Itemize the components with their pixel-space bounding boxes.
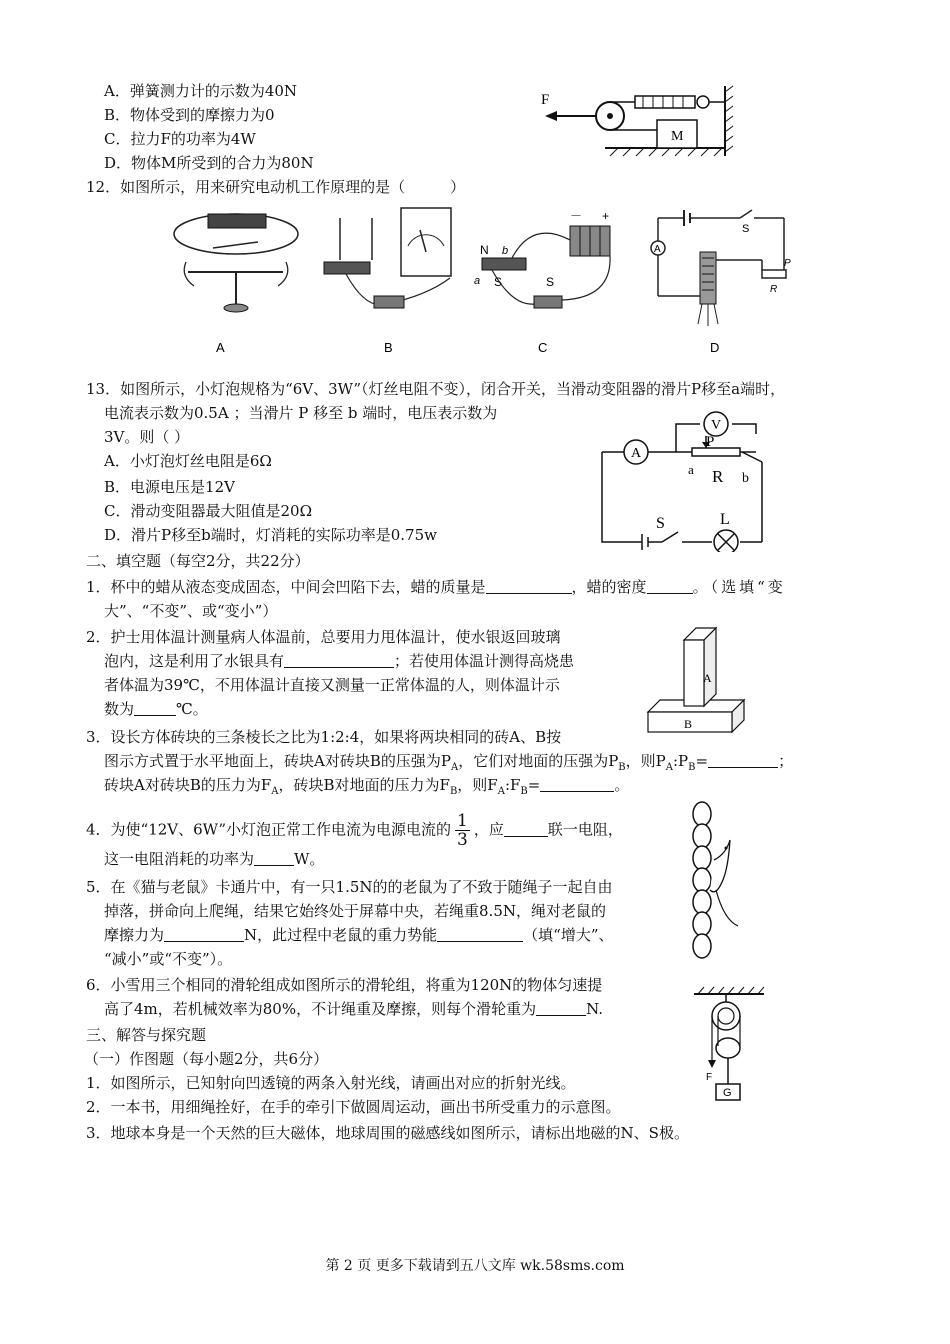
fill-q3-brick-a-label: A [703, 671, 712, 685]
fill-q1-blank-2[interactable] [647, 577, 693, 594]
q11-option-c: C．拉力F的功率为4W [104, 130, 256, 148]
fill-q3-sub-2: B [618, 762, 626, 773]
fill-q2-line3: 者体温为39℃，不用体温计直接又测量一正常体温的人，则体温计示 [104, 676, 560, 694]
fill-q6-text-a: 高了4m，若机械效率为80%，不计绳重及摩擦，则每个滑轮重为 [104, 1000, 537, 1018]
fill-q5-text-b: N，此过程中老鼠的重力势能 [244, 926, 438, 944]
fill-q3-sub-3: A [665, 762, 673, 773]
fill-q5-line2: 掉落，拼命向上爬绳，结果它始终处于屏幕中央，若绳重8.5N，绳对老鼠的 [104, 902, 606, 920]
fill-q3-text-j: :F [504, 776, 521, 794]
q13-circuit-figure [596, 406, 772, 552]
fill-q6-line2 [104, 998, 603, 1020]
fill-q1-line1 [86, 576, 786, 598]
fill-q6-weight-label: G [723, 1087, 732, 1099]
fill-q2-text-d: ℃。 [176, 700, 208, 718]
q12-label-b: B [384, 340, 393, 355]
fill-q3-text-k: = [527, 776, 541, 794]
fill-q6-blank-1[interactable] [536, 999, 586, 1016]
q12-plus-label: + [602, 209, 610, 223]
fill-q3-line1: 3．设长方体砖块的三条棱长之比为1:2:4，如果将两块相同的砖A、B按 [86, 728, 562, 746]
fill-q3-text-c: ，则P [625, 752, 666, 770]
fill-q5-blank-2[interactable] [437, 925, 523, 942]
page-footer: 第 2 页 更多下载请到五八文库 wk.58sms.com [325, 1258, 625, 1274]
fill-q2-text-b: ；若使用体温计测得高烧患 [394, 652, 575, 670]
q13-option-c: C．滑动变阻器最大阻值是20Ω [104, 502, 313, 520]
fill-q3-text-b: ，它们对地面的压强为P [458, 752, 619, 770]
fill-q2-blank-2[interactable] [134, 699, 176, 716]
fill-q2-line1: 2．护士用体温计测量病人体温前，总要用力甩体温计，使水银返回玻璃 [86, 628, 561, 646]
q13-slider-label: P [706, 434, 715, 450]
q13-stem-line1: 13．如图所示，小灯泡规格为“6V、3W”（灯丝电阻不变），闭合开关，当滑动变阻器的滑片P移至a端时， [86, 380, 786, 398]
q12-stem: 12．如图所示，用来研究电动机工作原理的是（ ） [86, 178, 466, 196]
fill-q4-text-c: 联一电阻， [547, 820, 623, 839]
fill-q3-text-h: ，砖块B对地面的压力为F [278, 776, 450, 794]
fill-q3-text-i: ，则F [457, 776, 498, 794]
fill-q4-line1 [86, 812, 623, 849]
fill-q2-text-a: 泡内，这是利用了水银具有 [104, 652, 285, 670]
section-3-subtitle: （一）作图题（每小题2分，共6分） [84, 1050, 329, 1068]
fill-q5-blank-1[interactable] [164, 925, 244, 942]
fill-q4-blank-2[interactable] [254, 849, 294, 866]
fill-q5-line4: “减小”或“不变”）。 [104, 950, 233, 968]
q12-figure-b [316, 200, 466, 360]
section-3-title: 三、解答与探究题 [86, 1026, 207, 1044]
q13-ammeter-label: A [631, 446, 642, 461]
q11-block-label: M [671, 129, 684, 144]
fill-q4-text-e: W。 [294, 850, 325, 868]
fill-q5-line1: 5．在《猫与老鼠》卡通片中，有一只1.5N的的老鼠为了不致于随绳子一起自由 [86, 878, 613, 896]
q13-switch-label: S [656, 515, 665, 532]
fill-q1-text-c: 。（选填“变 [692, 578, 786, 596]
fill-q4-fraction [455, 812, 470, 849]
drawing-q1: 1．如图所示，已知射向凹透镜的两条入射光线，请画出对应的折射光线。 [86, 1074, 576, 1092]
fill-q3-text-a: 图示方式置于水平地面上，砖块A对砖块B的压强为P [104, 752, 451, 770]
q13-rheostat-label: R [712, 467, 724, 486]
fill-q4-denominator: 3 [457, 830, 468, 850]
q13-option-a: A．小灯泡灯丝电阻是6Ω [104, 452, 272, 470]
fill-q3-text-d: :P [672, 752, 689, 770]
fill-q4-text-a: 4．为使“12V、6W”小灯泡正常工作电流为电源电流的 [86, 820, 452, 839]
q12-label-a: A [216, 340, 225, 355]
fill-q3-text-e: = [695, 752, 709, 770]
drawing-q3: 3．地球本身是一个天然的巨大磁体，地球周围的磁感线如图所示，请标出地磁的N、S极。 [86, 1124, 689, 1142]
fill-q5-text-a: 摩擦力为 [104, 926, 165, 944]
q12-d-p-label: P [784, 258, 791, 269]
q12-label-d: D [710, 340, 720, 355]
fill-q5-text-c: （填“增大”、 [523, 926, 614, 944]
fill-q3-sub-6: B [449, 786, 458, 797]
q11-option-d: D．物体M所受到的合力为80N [104, 154, 314, 172]
q13-b-end-label: b [742, 471, 749, 486]
q13-a-end-label: a [688, 462, 694, 477]
fill-q1-line2: 大”、“不变”、或“变小”） [104, 602, 278, 620]
fill-q3-blank-1[interactable] [708, 751, 778, 768]
fill-q3-blank-2[interactable] [540, 775, 614, 792]
q12-figure-a [168, 200, 308, 360]
fill-q3-line3 [104, 774, 629, 803]
q12-d-ammeter-label: A [654, 244, 661, 255]
fill-q3-brick-figure [644, 622, 748, 734]
q12-n-label: N [480, 243, 489, 257]
fill-q5-line3 [104, 924, 614, 946]
fill-q4-text-d: 这一电阻消耗的功率为 [104, 850, 255, 868]
fill-q2-line2 [104, 650, 574, 672]
q12-a-label: a [474, 275, 481, 287]
fill-q3-text-l: 。 [614, 776, 630, 794]
q12-figure-c [472, 200, 622, 360]
q11-option-b: B．物体受到的摩擦力为0 [104, 106, 275, 124]
fill-q2-text-c: 数为 [104, 700, 135, 718]
fill-q2-line4 [104, 698, 208, 720]
q11-option-a: A．弹簧测力计的示数为40N [104, 82, 298, 100]
fill-q3-brick-b-label: B [684, 717, 693, 731]
q12-s-label-1: S [494, 275, 503, 289]
drawing-q2: 2．一本书，用细绳拴好，在手的牵引下做圆周运动，画出书所受重力的示意图。 [86, 1098, 621, 1116]
fill-q6-text-b: N. [586, 1000, 604, 1018]
q11-force-label: F [541, 92, 550, 108]
q12-minus-label: － [570, 209, 583, 223]
fill-q2-blank-1[interactable] [284, 651, 394, 668]
fill-q4-blank-1[interactable] [504, 820, 548, 837]
fill-q4-line2 [104, 848, 324, 870]
q13-stem-line2: 电流表示数为0.5A ；当滑片 P 移至 b 端时，电压表示数为 [104, 404, 498, 422]
q12-label-c: C [538, 340, 548, 355]
fill-q3-text-g: 砖块A对砖块B的压力为F [104, 776, 272, 794]
fill-q6-pulley-figure [688, 984, 768, 1110]
fill-q3-sub-5: A [271, 786, 279, 797]
fill-q5-rope-mouse-figure [686, 800, 746, 962]
q12-d-r-label: R [770, 284, 778, 295]
fill-q3-text-f: ； [778, 752, 794, 770]
fill-q1-text-b: ，蜡的密度 [571, 578, 647, 596]
q12-s-label-2: S [546, 275, 555, 289]
q11-pulley-figure [535, 84, 745, 164]
fill-q3-sub-4: B [688, 762, 696, 773]
fill-q4-numerator: 1 [457, 811, 468, 831]
q13-lamp-label: L [720, 511, 730, 528]
fill-q6-force-label: F [706, 1072, 713, 1083]
q13-option-b: B．电源电压是12V [104, 478, 235, 496]
q13-voltmeter-label: V [711, 418, 722, 433]
fill-q3-sub-1: A [450, 762, 459, 773]
q12-figure-d [644, 200, 794, 360]
q12-d-switch-label: S [742, 223, 750, 235]
q13-stem-line3: 3V。则（ ） [104, 428, 190, 446]
q13-option-d: D．滑片P移至b端时，灯消耗的实际功率是0.75w [104, 526, 437, 544]
fill-q3-sub-7: A [497, 786, 505, 797]
fill-q3-sub-8: B [520, 786, 528, 797]
fill-q1-text-a: 1．杯中的蜡从液态变成固态，中间会凹陷下去，蜡的质量是 [86, 578, 486, 596]
fill-q1-blank-1[interactable] [486, 577, 572, 594]
section-2-title: 二、填空题（每空2分，共22分） [86, 552, 310, 570]
fill-q6-line1: 6．小雪用三个相同的滑轮组成如图所示的滑轮组，将重为120N的物体匀速提 [86, 976, 603, 994]
q12-b-label: b [502, 245, 509, 257]
fill-q4-text-b: ，应 [473, 820, 504, 839]
